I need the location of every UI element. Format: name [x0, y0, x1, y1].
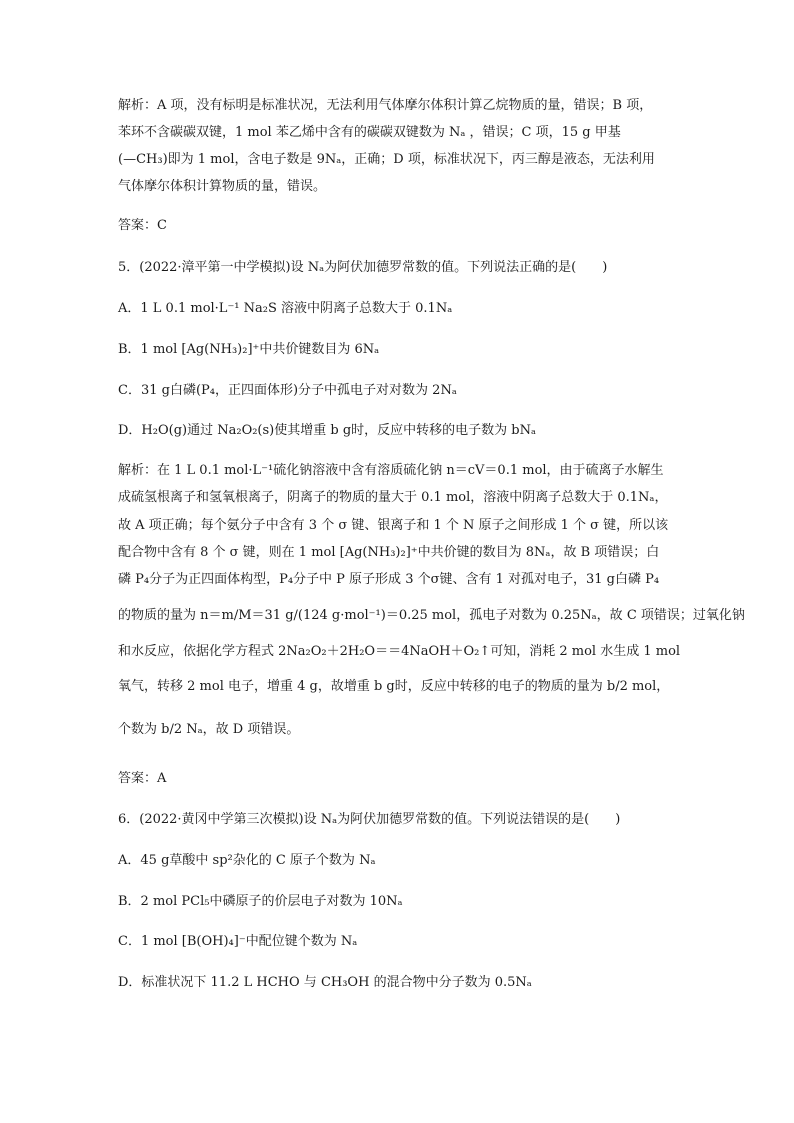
q5-option-a: A．1 L 0.1 mol·L⁻¹ Na₂S 溶液中阴离子总数大于 0.1Nₐ: [118, 301, 453, 316]
q4-answer: 答案：C: [118, 218, 167, 233]
q5-answer: 答案：A: [118, 771, 167, 786]
q5-analysis-line: 解析：在 1 L 0.1 mol·L⁻¹硫化钠溶液中含有溶质硫化钠 n＝cV＝0.1 mol，由于硫离子水解生: [118, 463, 664, 478]
q6-stem: 6．(2022·黄冈中学第三次模拟)设 Nₐ为阿伏加德罗常数的值。下列说法错误的是( ): [118, 812, 621, 827]
q5-option-c: C．31 g白磷(P₄，正四面体形)分子中孤电子对对数为 2Nₐ: [118, 383, 457, 398]
q6-option-a: A．45 g草酸中 sp²杂化的 C 原子个数为 Nₐ: [118, 853, 376, 868]
q5-analysis-line: 和水反应，依据化学方程式 2Na₂O₂＋2H₂O＝＝4NaOH＋O₂↑可知，消耗 2 mol 水生成 1 mol: [118, 644, 681, 659]
q5-analysis-line: 故 A 项正确；每个氨分子中含有 3 个 σ 键、银离子和 1 个 N 原子之间形成 1 个 σ 键，所以该: [118, 518, 669, 533]
q4-analysis-line: 苯环不含碳碳双键，1 mol 苯乙烯中含有的碳碳双键数为 Nₐ ，错误；C 项，15 g 甲基: [118, 125, 621, 140]
q6-option-c: C．1 mol [B(OH)₄]⁻中配位键个数为 Nₐ: [118, 934, 358, 949]
q5-analysis-line: 个数为 b/2 Nₐ，故 D 项错误。: [118, 722, 300, 737]
q5-stem: 5．(2022·漳平第一中学模拟)设 Nₐ为阿伏加德罗常数的值。下列说法正确的是( ): [118, 260, 608, 275]
q4-analysis-line: 解析：A 项，没有标明是标准状况，无法利用气体摩尔体积计算乙烷物质的量，错误；B 项，: [118, 98, 653, 113]
q6-option-b: B．2 mol PCl₅中磷原子的价层电子对数为 10Nₐ: [118, 894, 403, 909]
q6-option-d: D．标准状况下 11.2 L HCHO 与 CH₃OH 的混合物中分子数为 0.5Nₐ: [118, 975, 532, 990]
q5-analysis-line: 配合物中含有 8 个 σ 键，则在 1 mol [Ag(NH₃)₂]⁺中共价键的数目为 8Nₐ，故 B 项错误；白: [118, 545, 660, 560]
q5-analysis-line: 成硫氢根离子和氢氧根离子，阴离子的物质的量大于 0.1 mol，溶液中阴离子总数大于 0.1Nₐ，: [118, 490, 668, 505]
q5-option-b: B．1 mol [Ag(NH₃)₂]⁺中共价键数目为 6Nₐ: [118, 342, 380, 357]
q4-analysis-line: 气体摩尔体积计算物质的量，错误。: [118, 179, 327, 194]
q5-option-d: D．H₂O(g)通过 Na₂O₂(s)使其增重 b g时，反应中转移的电子数为 bNₐ: [118, 423, 536, 438]
q5-analysis-line: 的物质的量为 n＝m/M＝31 g/(124 g·mol⁻¹)＝0.25 mol，孤电子对数为 0.25Nₐ，故 C 项错误；过氧化钠: [118, 608, 745, 623]
q4-analysis-line: (—CH₃)即为 1 mol，含电子数是 9Nₐ，正确；D 项，标准状况下，丙三醇是液态，无法利用: [118, 152, 655, 167]
q5-analysis-line: 氧气，转移 2 mol 电子，增重 4 g，故增重 b g时，反应中转移的电子的物质的量为 b/2 mol，: [118, 679, 670, 694]
q5-analysis-line: 磷 P₄分子为正四面体构型，P₄分子中 P 原子形成 3 个σ键、含有 1 对孤对电子，31 g白磷 P₄: [118, 572, 660, 587]
